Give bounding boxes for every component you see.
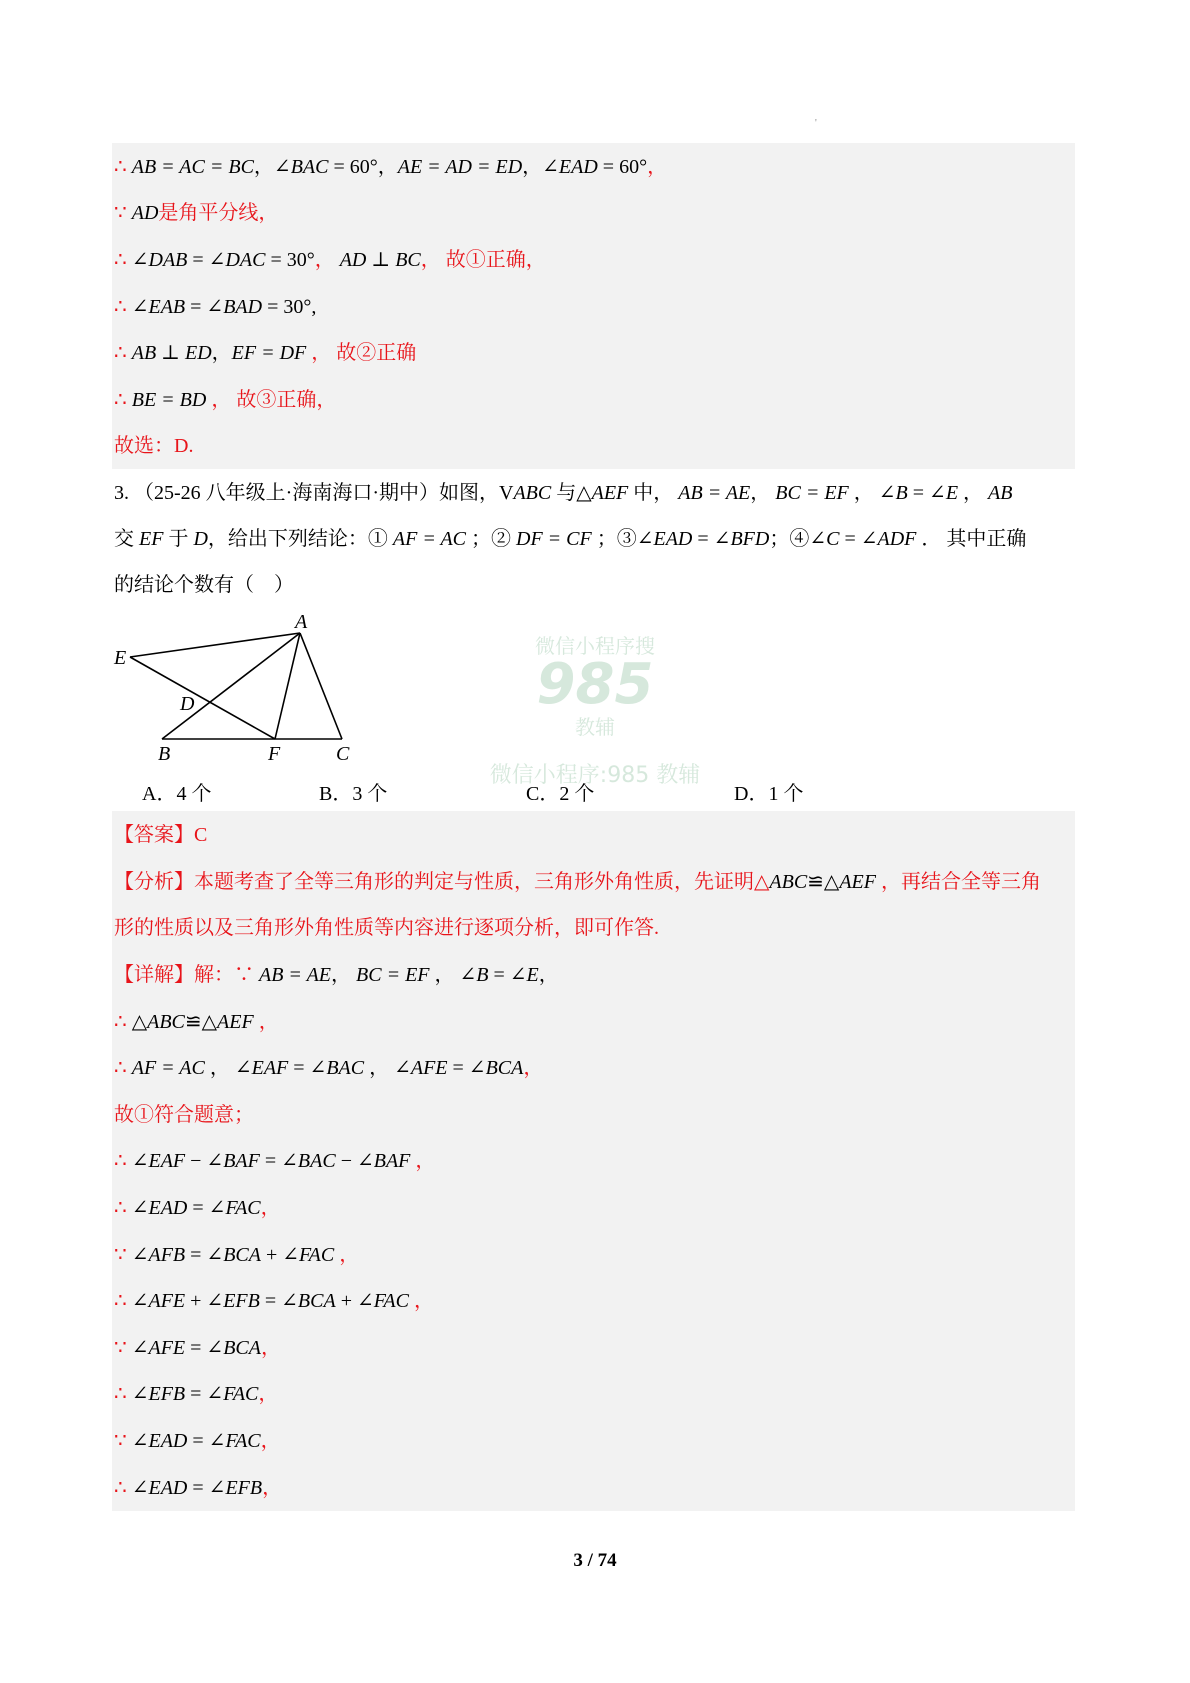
text-segment: ， 故①正确， [420, 249, 546, 271]
text-segment: ∠ [131, 296, 149, 318]
text-segment: ，再结合全等三角 [875, 871, 1041, 893]
text-segment: 的结论个数有（ ） [114, 574, 294, 596]
text-segment: ∴ [114, 156, 132, 178]
text-segment: = ∠ [259, 1150, 298, 1172]
math-expression: EFB [148, 1383, 186, 1405]
text-segment: ， [331, 964, 357, 986]
text-line [114, 1055, 543, 1081]
text-segment: ， ∠ [848, 482, 896, 504]
text-segment: ， [211, 342, 232, 364]
math-expression: AF = AC [392, 528, 467, 550]
text-line [114, 200, 278, 226]
math-expression: AFB [148, 1244, 186, 1266]
option-d: D．1 个 [734, 783, 804, 805]
text-segment: 于 [163, 528, 194, 550]
text-segment: ， [750, 482, 776, 504]
watermark-logo: 985 [536, 652, 654, 717]
text-segment: ∴ [114, 389, 132, 411]
text-line [114, 247, 546, 273]
math-expression: EFB [225, 1477, 263, 1499]
math-expression: BCA [223, 1244, 261, 1266]
math-expression: BC = EF [356, 964, 430, 986]
option-b: B．3 个 [319, 783, 388, 805]
math-expression: DF = CF [516, 528, 592, 550]
math-expression: EF [139, 528, 164, 550]
text-segment: ；③∠ [591, 528, 654, 550]
text-segment: 交 [114, 528, 139, 550]
label-C: C [336, 743, 350, 765]
text-segment: ∴ [114, 1477, 132, 1499]
text-segment: − ∠ [185, 1150, 224, 1172]
text-segment: = 30°, [262, 296, 317, 318]
text-segment: △ [131, 1011, 148, 1033]
text-segment: ∴ [114, 296, 132, 318]
text-line [114, 1381, 278, 1407]
text-segment: ， [958, 482, 989, 504]
math-expression: C [826, 528, 840, 550]
text-line [114, 1335, 281, 1361]
math-expression: AD [131, 202, 159, 224]
text-segment: ， [523, 1057, 544, 1079]
math-expression: BAC [290, 156, 329, 178]
text-segment: ∵ [114, 1337, 132, 1359]
math-expression: ABC [147, 1011, 185, 1033]
math-expression: FAC [225, 1430, 261, 1452]
math-expression: E [526, 964, 539, 986]
geometry-figure [100, 600, 380, 770]
text-segment: = ∠ [288, 1057, 327, 1079]
text-segment: ， 故②正确 [306, 342, 417, 364]
text-segment: = ∠ [259, 1290, 298, 1312]
text-segment: ∠ [131, 1244, 149, 1266]
text-segment: ， ∠ [204, 1057, 252, 1079]
text-segment: = ∠ [187, 1197, 226, 1219]
text-segment: + ∠ [185, 1290, 224, 1312]
math-expression: AEF [839, 871, 876, 893]
mark: ' [815, 118, 817, 129]
math-expression: EAF [148, 1150, 186, 1172]
math-expression: EF = DF [231, 342, 307, 364]
text-segment: ∠ [131, 1150, 149, 1172]
text-line [114, 340, 416, 366]
text-segment: ， [258, 1383, 279, 1405]
math-expression: BCA [297, 1290, 336, 1312]
text-segment: ∴ [114, 1383, 132, 1405]
text-segment: ；④∠ [769, 528, 827, 550]
math-expression: BCA [223, 1337, 261, 1359]
text-segment: ∵ [114, 202, 132, 224]
text-segment: = ∠ [185, 1244, 224, 1266]
text-line [114, 1288, 434, 1314]
math-expression: ADF [877, 528, 917, 550]
text-segment: ∠ [131, 1290, 149, 1312]
watermark-text: 微信小程序搜 [535, 634, 655, 658]
text-segment: ∠ [131, 1197, 149, 1219]
text-segment: 3. （25-26 八年级上·海南海口·期中）如图，V [114, 482, 514, 504]
text-segment: = ∠ [185, 1337, 224, 1359]
text-line [114, 1475, 282, 1501]
math-expression: ABC [513, 482, 552, 504]
text-segment: ， ∠ [429, 964, 477, 986]
math-expression: EAF [251, 1057, 289, 1079]
text-segment: ∴ [114, 1197, 132, 1219]
text-segment: ∴ [114, 1150, 132, 1172]
text-segment: ， [253, 1011, 279, 1033]
label-B: B [158, 743, 171, 765]
text-segment: = ∠ [692, 528, 731, 550]
text-segment: ， [408, 1290, 434, 1312]
text-line [114, 1195, 281, 1221]
math-expression: AB = AE [678, 482, 751, 504]
math-expression: AEF [591, 482, 629, 504]
math-expression: EAD [148, 1197, 188, 1219]
text-segment: 故选：D. [114, 435, 194, 457]
text-segment: ∵ [114, 1244, 132, 1266]
math-expression: BC = EF [775, 482, 849, 504]
text-segment: ， [260, 1430, 281, 1452]
text-line [114, 915, 659, 941]
text-segment: ， [314, 249, 340, 271]
text-line [114, 154, 667, 180]
math-expression: E [945, 482, 959, 504]
math-expression: FAC [373, 1290, 409, 1312]
label-E: E [114, 647, 127, 669]
text-segment: 中， [628, 482, 679, 504]
option-c: C．2 个 [526, 783, 595, 805]
math-expression: EAB [148, 296, 186, 318]
math-expression: B [895, 482, 908, 504]
math-expression: B [476, 964, 489, 986]
text-segment: ∴ [114, 1290, 132, 1312]
math-expression: EAD [148, 1430, 188, 1452]
text-segment: ∠ [131, 1337, 149, 1359]
text-segment: ∠ [131, 1430, 149, 1452]
math-expression: AFE [148, 1290, 186, 1312]
math-expression: DAC [225, 249, 266, 271]
text-line [114, 1009, 279, 1035]
text-segment: = ∠ [187, 1430, 226, 1452]
text-segment: = 30° [265, 249, 315, 271]
math-expression: AF = AC [131, 1057, 205, 1079]
math-expression: BAF [223, 1150, 260, 1172]
text-segment: ， ∠ [364, 1057, 411, 1079]
math-expression: AB ⊥ ED [131, 342, 212, 364]
text-segment: = ∠ [187, 249, 226, 271]
text-line [114, 294, 316, 320]
text-segment: ∠ [131, 249, 149, 271]
text-line [114, 1428, 281, 1454]
math-expression: AEF [217, 1011, 254, 1033]
text-segment: ∴ [114, 1057, 132, 1079]
math-expression: EFB [223, 1290, 260, 1312]
text-segment: = ∠ [447, 1057, 486, 1079]
text-segment: = ∠ [185, 296, 224, 318]
text-segment: = ∠ [187, 1477, 226, 1499]
math-expression: EAD [653, 528, 693, 550]
text-segment: ， [260, 1337, 281, 1359]
math-expression: AB = AE [259, 964, 332, 986]
math-expression: FAC [225, 1197, 261, 1219]
text-line [114, 433, 193, 459]
label-A: A [295, 611, 308, 633]
text-segment: = ∠ [907, 482, 946, 504]
text-segment: ， [410, 1150, 436, 1172]
text-segment: ∴ [114, 1011, 132, 1033]
text-line [114, 822, 207, 848]
text-segment: ∴ [114, 249, 132, 271]
text-line [114, 387, 336, 413]
text-segment: ∵ [114, 1430, 132, 1452]
label-D: D [180, 693, 195, 715]
text-segment: ∴ [114, 342, 132, 364]
text-segment: ， [262, 1477, 283, 1499]
text-segment: ， [260, 1197, 281, 1219]
segment-AC [300, 633, 342, 739]
text-segment: ， [647, 156, 668, 178]
text-line [114, 1242, 359, 1268]
math-expression: BAC [297, 1150, 336, 1172]
text-segment: 故①符合题意； [114, 1104, 254, 1126]
watermark [480, 630, 710, 789]
math-expression: FAC [299, 1244, 335, 1266]
text-segment: = ∠ [185, 1383, 224, 1405]
math-expression: AFE [410, 1057, 448, 1079]
math-expression: AB = AC = BC [131, 156, 254, 178]
text-segment: − ∠ [335, 1150, 374, 1172]
text-segment: ，∠ [253, 156, 291, 178]
text-segment: ，给出下列结论：① [207, 528, 393, 550]
math-expression: FAC [223, 1383, 259, 1405]
text-segment: ∠ [131, 1383, 149, 1405]
math-expression: BE = BD [131, 389, 207, 411]
option-a: A．4 个 [142, 783, 212, 805]
math-expression: AB [988, 482, 1013, 504]
text-segment: ≌△ [184, 1011, 218, 1033]
text-segment: = ∠ [839, 528, 878, 550]
math-expression: EAD [558, 156, 598, 178]
math-expression: BAF [373, 1150, 411, 1172]
text-segment: 是角平分线， [158, 202, 279, 224]
text-segment: = ∠ [488, 964, 527, 986]
text-segment: ，∠ [522, 156, 559, 178]
label-F: F [268, 743, 281, 765]
math-expression: AD ⊥ BC [339, 249, 421, 271]
math-expression: AE = AD = ED [397, 156, 523, 178]
watermark-text: 微信小程序:985 教辅 [489, 763, 701, 788]
text-segment: = 60° [597, 156, 648, 178]
math-expression: BCA [485, 1057, 524, 1079]
math-expression: D [193, 528, 208, 550]
math-expression: EAD [148, 1477, 188, 1499]
text-segment: 【答案】C [114, 824, 208, 846]
text-segment: ， [334, 1244, 360, 1266]
math-expression: AFE [148, 1337, 186, 1359]
text-segment: 【分析】本题考查了全等三角形的判定与性质，三角形外角性质，先证明△ [114, 871, 770, 893]
text-line [114, 526, 1026, 552]
text-segment: ；② [466, 528, 517, 550]
text-line [114, 1102, 254, 1128]
math-expression: BAD [223, 296, 263, 318]
text-line [114, 1148, 435, 1174]
text-segment: + ∠ [335, 1290, 374, 1312]
text-segment: ∠ [131, 1477, 149, 1499]
math-expression: DAB [148, 249, 188, 271]
text-line [114, 962, 559, 988]
text-segment: + ∠ [260, 1244, 300, 1266]
text-segment: ， 故③正确， [206, 389, 337, 411]
text-segment: ， [538, 964, 559, 986]
math-expression: BFD [730, 528, 770, 550]
math-expression: ABC [769, 871, 808, 893]
math-expression: BAC [326, 1057, 365, 1079]
text-segment: 【详解】解：∵ [114, 964, 259, 986]
text-line [114, 480, 1012, 506]
text-segment: 与△ [551, 482, 592, 504]
page-number: 3 / 74 [573, 1550, 617, 1571]
text-line [114, 572, 294, 598]
text-segment: ． 其中正确 [916, 528, 1027, 550]
text-segment: 形的性质以及三角形外角性质等内容进行逐项分析，即可作答. [114, 917, 659, 939]
text-segment: = 60°， [328, 156, 398, 178]
text-segment: ≌△ [807, 871, 840, 893]
text-line [114, 869, 1041, 895]
watermark-text: 教辅 [575, 715, 615, 739]
